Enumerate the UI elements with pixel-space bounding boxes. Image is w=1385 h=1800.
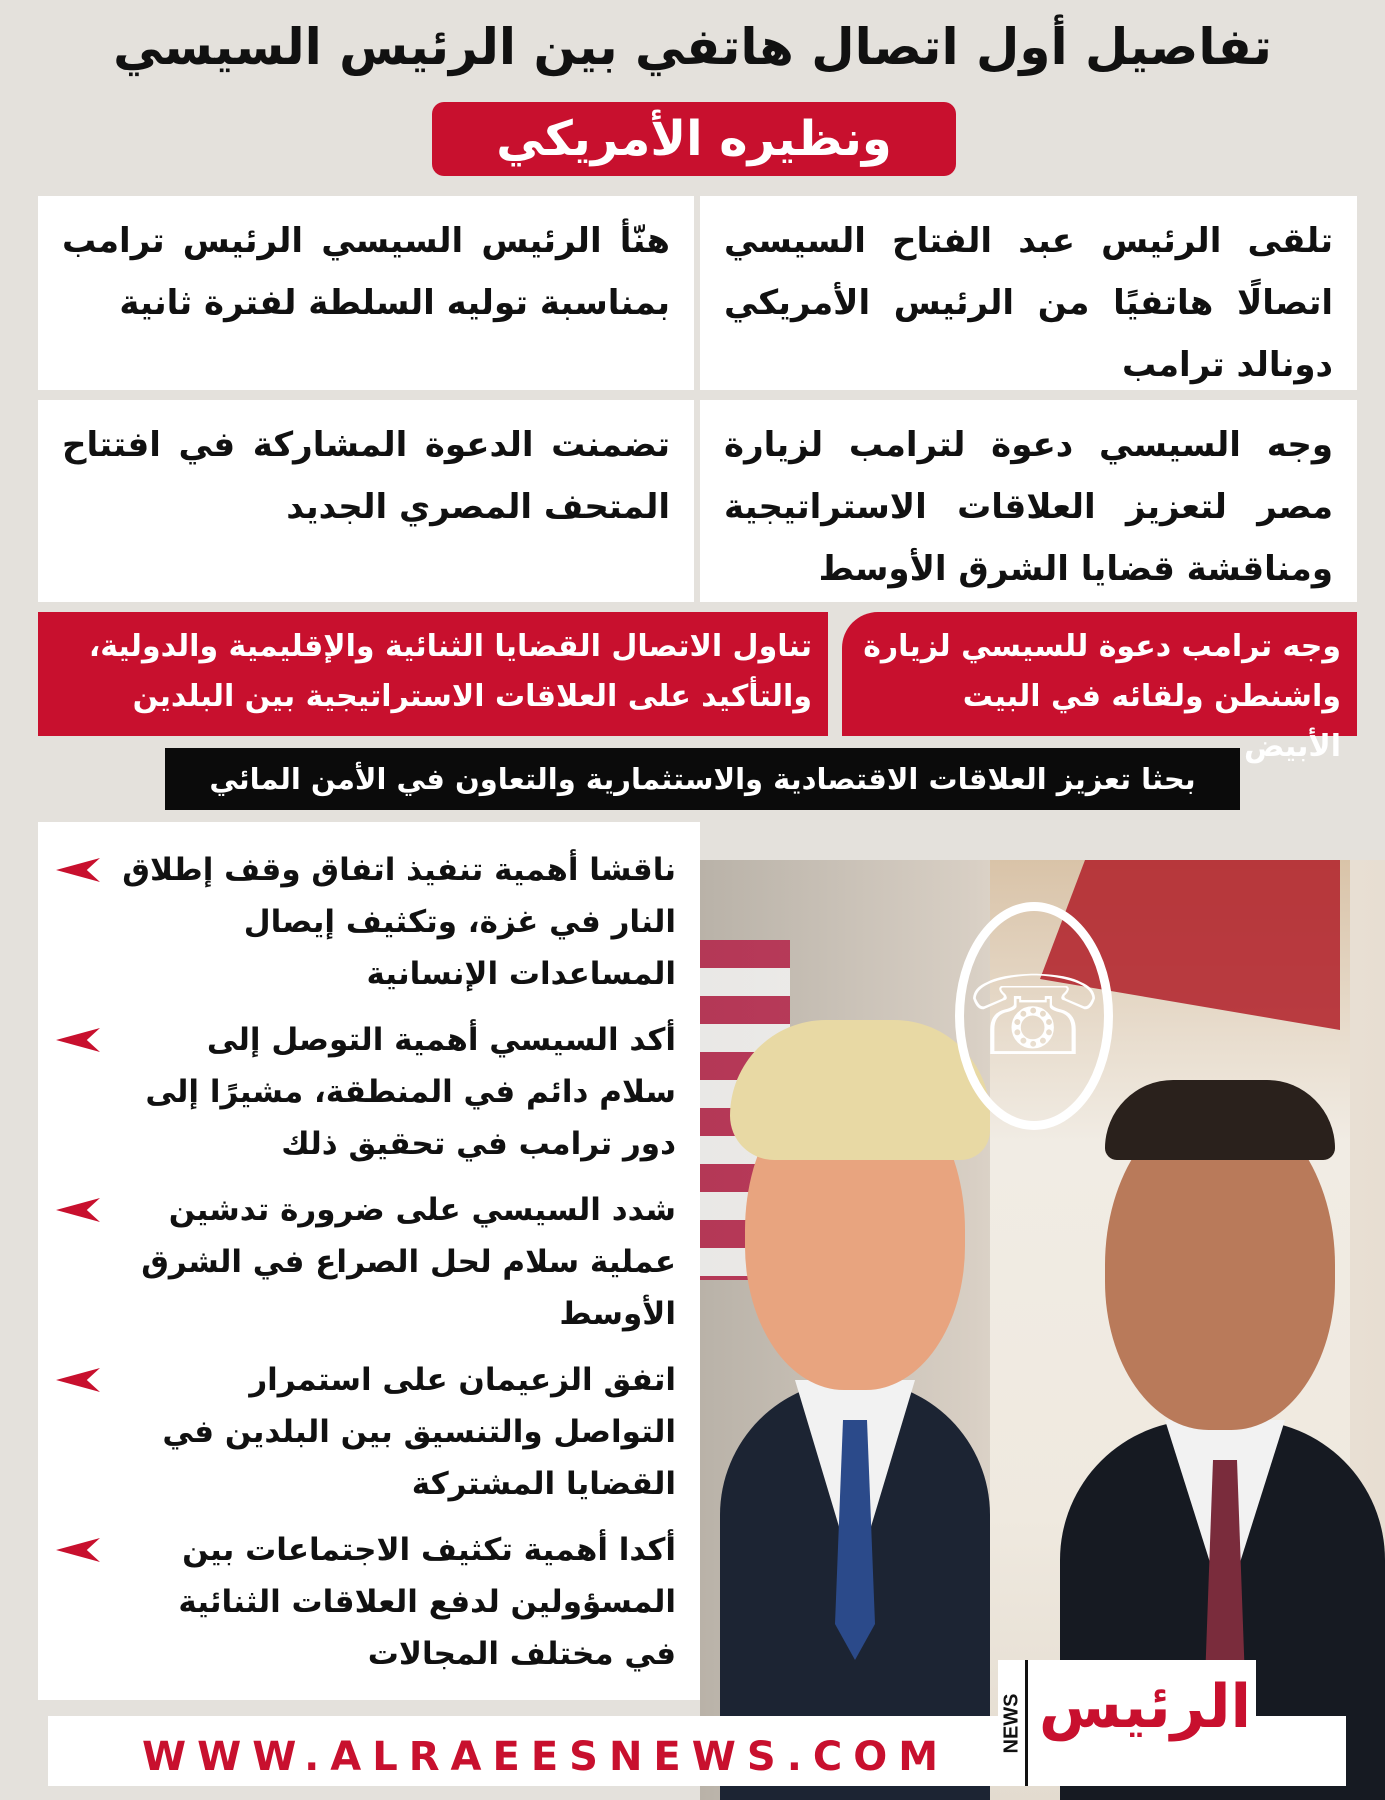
red-card-bilateral-issues: تناول الاتصال القضايا الثنائية والإقليمية والدولية، والتأكيد على العلاقات الاستراتيجية بين البلدين bbox=[38, 612, 828, 736]
fact-card-congratulations: هنّأ الرئيس السيسي الرئيس ترامب بمناسبة توليه السلطة لفترة ثانية bbox=[38, 196, 694, 390]
bullet-list bbox=[38, 822, 700, 1700]
sisi-hair bbox=[1105, 1080, 1335, 1160]
brand-news-tag bbox=[998, 1660, 1028, 1786]
arrow-left-icon bbox=[56, 1538, 100, 1562]
list-item-text: ناقشا أهمية تنفيذ اتفاق وقف إطلاق النار في غزة، وتكثيف إيصال المساعدات الإنسانية bbox=[122, 852, 676, 992]
list-item-text: شدد السيسي على ضرورة تدشين عملية سلام لحل الصراع في الشرق الأوسط bbox=[141, 1192, 676, 1332]
brand-news-text: NEWS bbox=[1000, 1693, 1022, 1753]
arrow-left-icon bbox=[56, 1028, 100, 1052]
arrow-left-icon bbox=[56, 1198, 100, 1222]
fact-card-museum-opening: تضمنت الدعوة المشاركة في افتتاح المتحف المصري الجديد bbox=[38, 400, 694, 602]
list-item bbox=[38, 1354, 700, 1510]
list-item bbox=[38, 1524, 700, 1680]
subtitle-badge bbox=[432, 102, 956, 176]
fact-card-invitation-egypt: وجه السيسي دعوة لترامب لزيارة مصر لتعزيز العلاقات الاستراتيجية ومناقشة قضايا الشرق الأوسط bbox=[700, 400, 1357, 602]
list-item-text: اتفق الزعيمان على استمرار التواصل والتنسيق بين البلدين في القضايا المشتركة bbox=[162, 1362, 676, 1502]
subtitle-text: ونظيره الأمريكي bbox=[496, 111, 892, 167]
arrow-left-icon bbox=[56, 858, 100, 882]
website-url[interactable]: WWW.ALRAEESNEWS.COM bbox=[142, 1734, 950, 1780]
brand-name: الرئيس bbox=[1038, 1672, 1252, 1742]
page-title: تفاصيل أول اتصال هاتفي بين الرئيس السيسي bbox=[113, 18, 1272, 76]
arrow-left-icon bbox=[56, 1368, 100, 1392]
list-item bbox=[38, 1184, 700, 1340]
fact-card-call-received: تلقى الرئيس عبد الفتاح السيسي اتصالًا هاتفيًا من الرئيس الأمريكي دونالد ترامب bbox=[700, 196, 1357, 390]
phone-icon: ☏ bbox=[955, 902, 1113, 1130]
red-card-white-house-invite: وجه ترامب دعوة للسيسي لزيارة واشنطن ولقائه في البيت الأبيض bbox=[842, 612, 1357, 736]
list-item bbox=[38, 1014, 700, 1170]
list-item bbox=[38, 844, 700, 1000]
banner-economic-cooperation: بحثا تعزيز العلاقات الاقتصادية والاستثمارية والتعاون في الأمن المائي bbox=[165, 748, 1240, 810]
list-item-text: أكد السيسي أهمية التوصل إلى سلام دائم في المنطقة، مشيرًا إلى دور ترامب في تحقيق ذلك bbox=[145, 1022, 676, 1162]
trump-hair bbox=[730, 1020, 990, 1160]
list-item-text: أكدا أهمية تكثيف الاجتماعات بين المسؤولين لدفع العلاقات الثنائية في مختلف المجالات bbox=[178, 1532, 676, 1672]
